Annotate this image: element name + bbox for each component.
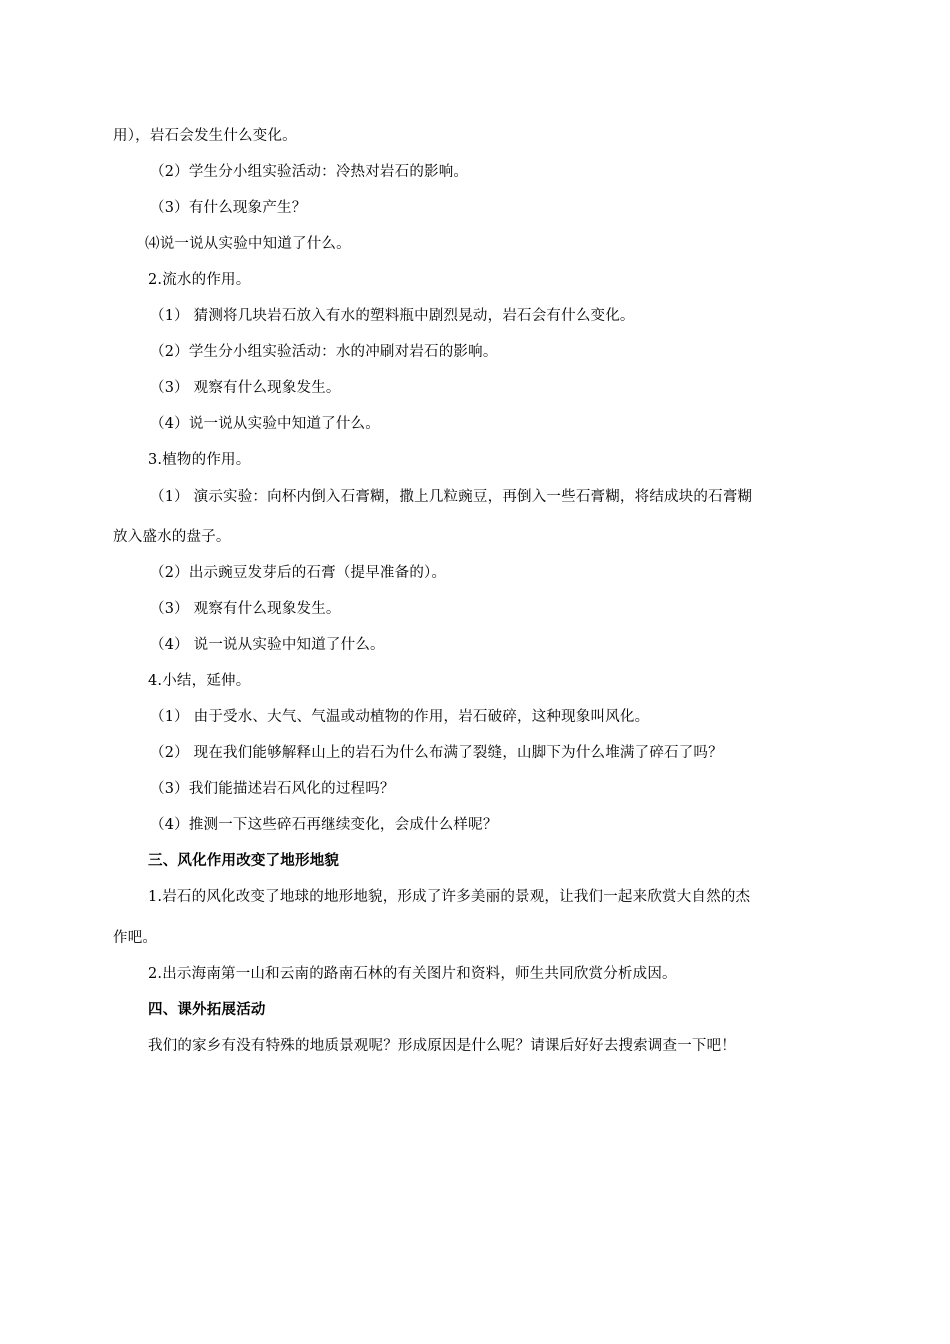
text-line: （3）有什么现象产生？ <box>150 200 307 216</box>
text-line: （1） 猜测将几块岩石放入有水的塑料瓶中剧烈晃动，岩石会有什么变化。 <box>150 308 635 324</box>
text-line: 我们的家乡有没有特殊的地质景观呢？形成原因是什么呢？请课后好好去搜索调查一下吧！ <box>148 1038 736 1054</box>
section-heading: 4.小结，延伸。 <box>148 673 251 689</box>
text-line: 用），岩石会发生什么变化。 <box>113 128 297 144</box>
text-line: （1） 演示实验：向杯内倒入石膏糊，撒上几粒豌豆，再倒入一些石膏糊，将结成块的石膏糊 <box>150 489 753 505</box>
text-line: （2）学生分小组实验活动：冷热对岩石的影响。 <box>150 164 469 180</box>
section-title: 三、风化作用改变了地形地貌 <box>148 852 340 869</box>
text-line: （2）出示豌豆发芽后的石膏（提早准备的）。 <box>150 565 447 581</box>
text-line: （4）说一说从实验中知道了什么。 <box>150 416 380 432</box>
text-line: 2.出示海南第一山和云南的路南石林的有关图片和资料，师生共同欣赏分析成因。 <box>148 966 677 982</box>
text-line: （4）推测一下这些碎石再继续变化，会成什么样呢？ <box>150 817 498 833</box>
text-line: （2） 现在我们能够解释山上的岩石为什么布满了裂缝，山脚下为什么堆满了碎石了吗？ <box>150 745 723 761</box>
text-line: （3） 观察有什么现象发生。 <box>150 380 341 396</box>
section-title: 四、课外拓展活动 <box>148 1001 266 1018</box>
text-line: （3）我们能描述岩石风化的过程吗？ <box>150 781 395 797</box>
text-line: 1.岩石的风化改变了地球的地形地貌，形成了许多美丽的景观，让我们一起来欣赏大自然的杰 <box>148 889 751 905</box>
text-line: ⑷说一说从实验中知道了什么。 <box>145 236 351 252</box>
text-line: （1） 由于受水、大气、气温或动植物的作用，岩石破碎，这种现象叫风化。 <box>150 709 650 725</box>
section-heading: 3.植物的作用。 <box>148 452 251 468</box>
text-line: 放入盛水的盘子。 <box>113 529 231 545</box>
text-line: （3） 观察有什么现象发生。 <box>150 601 341 617</box>
text-line: 作吧。 <box>113 930 158 946</box>
section-heading: 2.流水的作用。 <box>148 272 251 288</box>
text-line: （4） 说一说从实验中知道了什么。 <box>150 637 385 653</box>
text-line: （2）学生分小组实验活动：水的冲刷对岩石的影响。 <box>150 344 498 360</box>
